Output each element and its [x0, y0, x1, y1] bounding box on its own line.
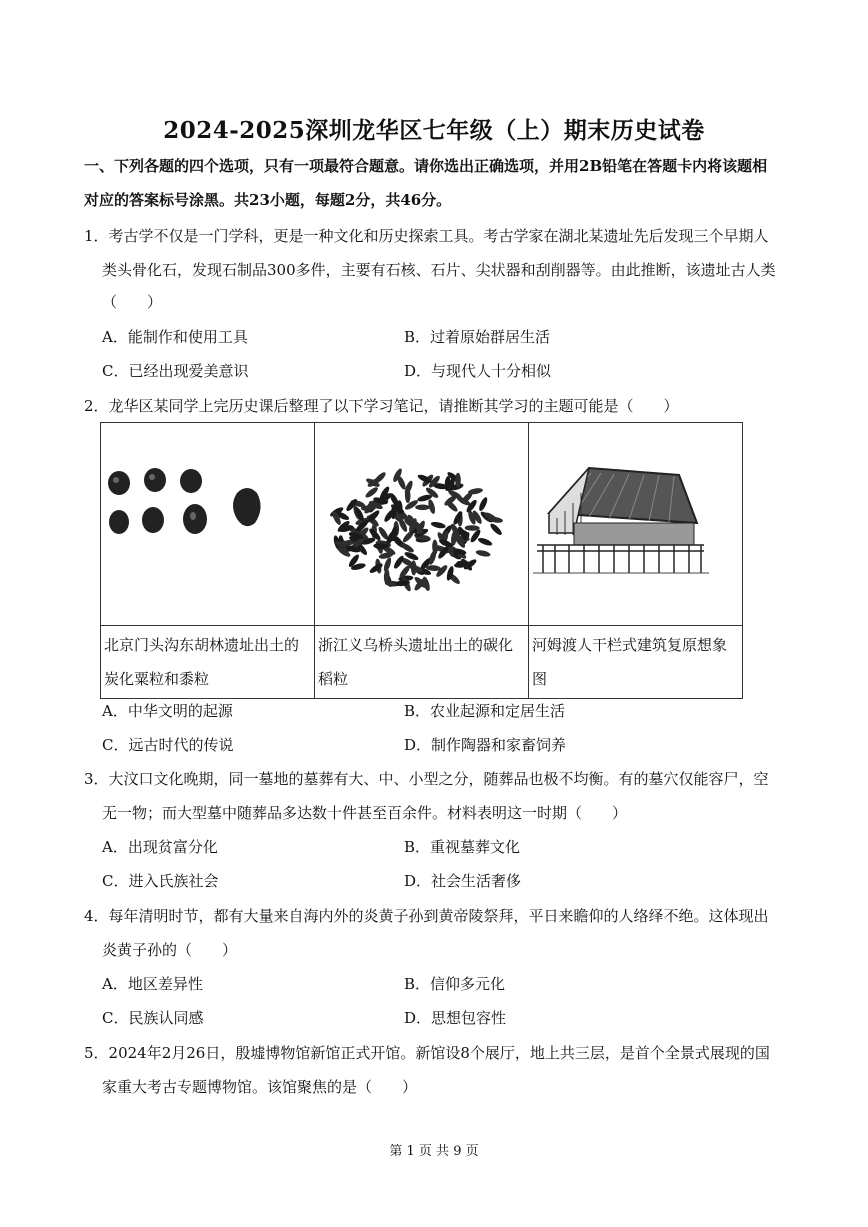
- section-instruction-line2: 对应的答案标号涂黑。共23小题，每题2分，共46分。: [84, 191, 452, 209]
- q2-option-a: A．中华文明的起源: [102, 702, 233, 720]
- q1-line3: （ ）: [102, 293, 163, 311]
- q4-option-a: A．地区差异性: [102, 975, 203, 993]
- q4-option-c: C．民族认同感: [102, 1009, 204, 1027]
- q1-option-b: B．过着原始群居生活: [404, 328, 551, 346]
- q2-line1: 2．龙华区某同学上完历史课后整理了以下学习笔记，请推断其学习的主题可能是（ ）: [84, 397, 679, 415]
- q3-line1: 3．大汶口文化晚期，同一墓地的墓葬有大、中、小型之分，随葬品也极不均衡。有的墓穴仅能容尸，空: [84, 770, 769, 788]
- q1-option-a: A．能制作和使用工具: [102, 328, 248, 346]
- q3-option-b: B．重视墓葬文化: [404, 838, 521, 856]
- q3-line2: 无一物；而大型墓中随葬品多达数十件甚至百余件。材料表明这一时期（ ）: [102, 804, 628, 822]
- q2-option-b: B．农业起源和定居生活: [404, 702, 566, 720]
- q4-option-d: D．思想包容性: [404, 1009, 507, 1027]
- caption-rice: 浙江义乌桥头遗址出土的碳化 稻粒: [315, 626, 529, 699]
- q2-image-table: [100, 422, 743, 699]
- q1-line2: 类头骨化石，发现石制品300多件，主要有石核、石片、尖状器和刮削器等。由此推断，该遗址古人类: [102, 261, 776, 279]
- section-instruction-line1: 一、下列各题的四个选项，只有一项最符合题意。请你选出正确选项，并用2B铅笔在答题卡内将该题相: [84, 157, 768, 175]
- q4-option-b: B．信仰多元化: [404, 975, 506, 993]
- q1-option-d: D．与现代人十分相似: [404, 362, 552, 380]
- rice-grains-image: [315, 423, 529, 626]
- q3-option-c: C．进入氏族社会: [102, 872, 219, 890]
- caption-millet: 北京门头沟东胡林遗址出土的 炭化粟粒和黍粒: [101, 626, 315, 699]
- q2-option-c: C．远古时代的传说: [102, 736, 234, 754]
- millet-grains-image: [101, 423, 315, 626]
- q3-option-a: A．出现贫富分化: [102, 838, 218, 856]
- q4-line2: 炎黄子孙的（ ）: [102, 941, 238, 959]
- q2-option-d: D．制作陶器和家畜饲养: [404, 736, 567, 754]
- page-footer: 第 1 页 共 9 页: [389, 1144, 479, 1159]
- q3-option-d: D．社会生活奢侈: [404, 872, 522, 890]
- caption-stilt-house: 河姆渡人干栏式建筑复原想象 图: [529, 626, 743, 699]
- q5-line2: 家重大考古专题博物馆。该馆聚焦的是（ ）: [102, 1078, 418, 1096]
- exam-title: 2024-2025深圳龙华区七年级（上）期末历史试卷: [163, 117, 705, 144]
- q4-line1: 4．每年清明时节，都有大量来自海内外的炎黄子孙到黄帝陵祭拜，平日来瞻仰的人络绎不绝。这体现出: [84, 907, 769, 925]
- q5-line1: 5．2024年2月26日，殷墟博物馆新馆正式开馆。新馆设8个展厅，地上共三层，是首个全景式展现的国: [84, 1044, 770, 1062]
- stilt-house-image: [529, 423, 743, 626]
- q1-option-c: C．已经出现爱美意识: [102, 362, 249, 380]
- q1-line1: 1．考古学不仅是一门学科，更是一种文化和历史探索工具。考古学家在湖北某遗址先后发现三个早期人: [84, 227, 769, 245]
